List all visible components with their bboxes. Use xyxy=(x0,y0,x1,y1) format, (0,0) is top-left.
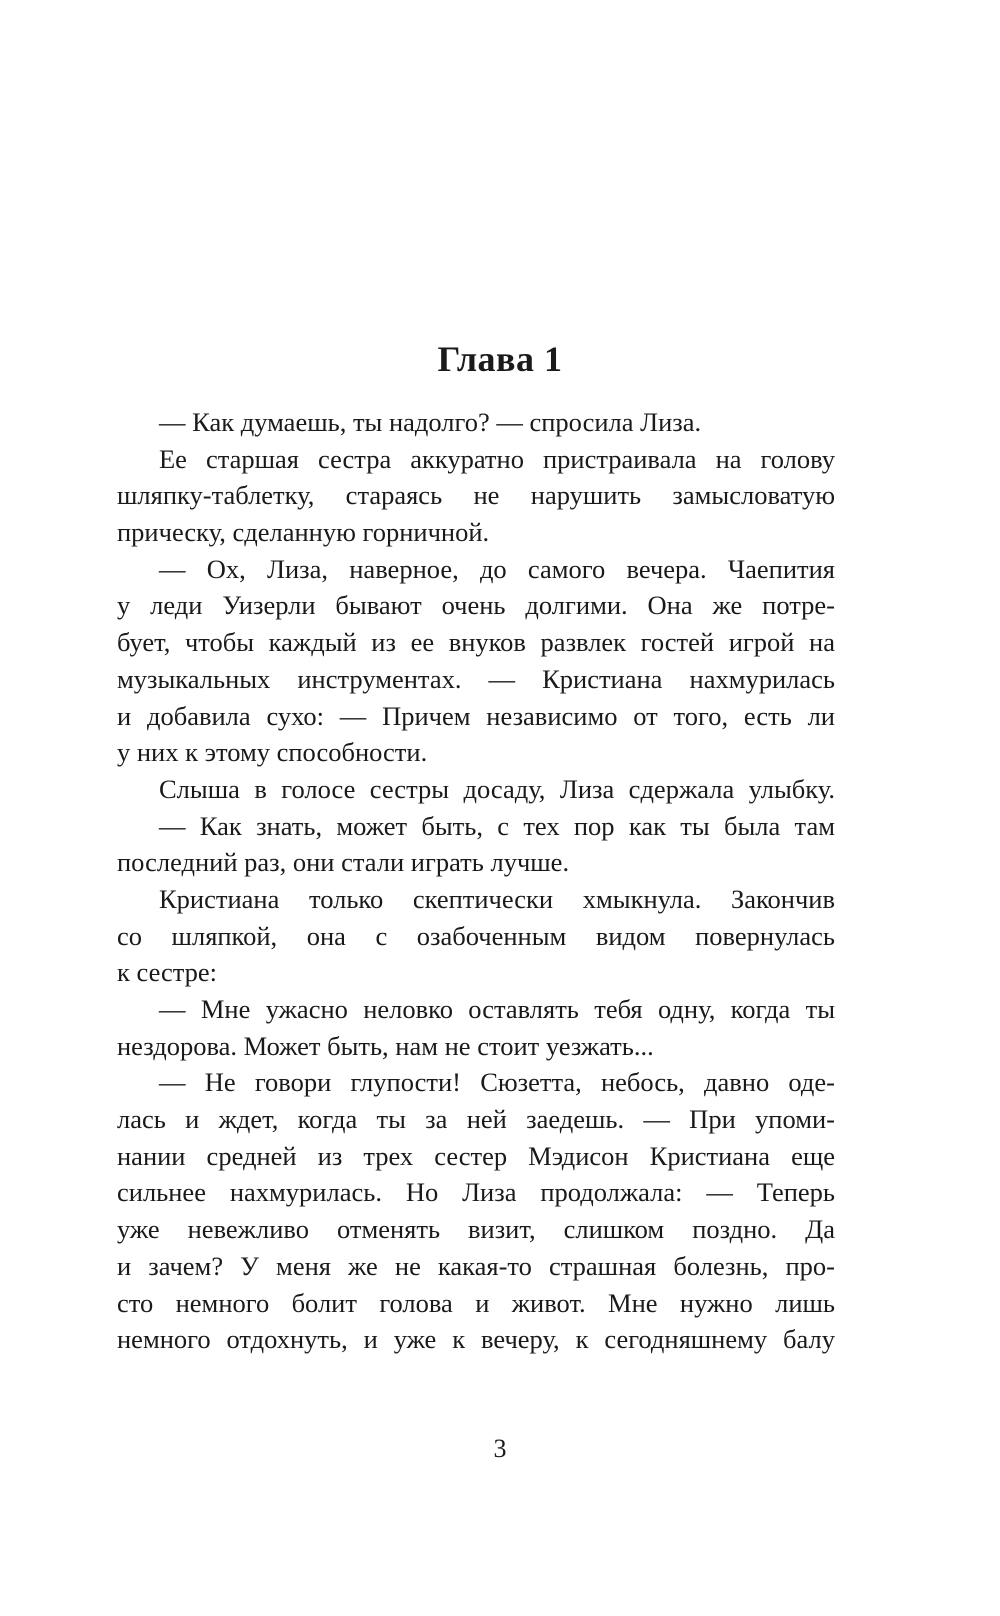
text-line: лась и ждет, когда ты за ней заедешь. — При упоми- xyxy=(117,1104,835,1135)
text-line: сильнее нахмурилась. Но Лиза продолжала: — Теперь xyxy=(117,1177,835,1208)
text-line: со шляпкой, она с озабоченным видом повернулась xyxy=(117,920,835,951)
text-line: нании средней из трех сестер Мэдисон Кристиана еще xyxy=(117,1140,835,1171)
text-line: сто немного болит голова и живот. Мне нужно лишь xyxy=(117,1287,835,1318)
text-line: Кристиана только скептически хмыкнула. Закончив xyxy=(159,883,835,914)
text-line: музыкальных инструментах. — Кристиана нахмурилась xyxy=(117,663,835,694)
text-line: у леди Уизерли бывают очень долгими. Она же потре- xyxy=(117,590,835,621)
text-line: — Не говори глупости! Сюзетта, небось, давно оде- xyxy=(159,1067,835,1098)
text-line: прическу, сделанную горничной. xyxy=(117,517,490,548)
body-text xyxy=(117,404,835,1358)
text-line: Слыша в голосе сестры досаду, Лиза сдержала улыбку. xyxy=(159,773,835,804)
text-line: уже невежливо отменять визит, слишком поздно. Да xyxy=(117,1214,835,1245)
text-line: шляпку-таблетку, стараясь не нарушить замысловатую xyxy=(117,480,835,511)
text-line: бует, чтобы каждый из ее внуков развлек гостей игрой на xyxy=(117,627,835,658)
page-number: 3 xyxy=(493,1434,507,1463)
text-line: и зачем? У меня же не какая-то страшная болезнь, про- xyxy=(117,1250,835,1281)
text-line: — Как думаешь, ты надолго? — спросила Лиза. xyxy=(159,407,702,437)
text-line: — Как знать, может быть, с тех пор как ты была там xyxy=(159,810,835,841)
chapter-title: Глава 1 xyxy=(437,339,563,379)
text-line: нездорова. Может быть, нам не стоит уезжать... xyxy=(117,1030,654,1061)
text-line: — Мне ужасно неловко оставлять тебя одну, когда ты xyxy=(159,994,835,1024)
text-line: — Ох, Лиза, наверное, до самого вечера. Чаепития xyxy=(159,553,835,584)
text-line: немного отдохнуть, и уже к вечеру, к сегодняшнему балу xyxy=(117,1324,835,1355)
text-line: Ее старшая сестра аккуратно пристраивала на голову xyxy=(159,443,835,474)
text-line: и добавила сухо: — Причем независимо от того, есть ли xyxy=(117,700,835,731)
text-line: к сестре: xyxy=(117,957,218,988)
text-line: у них к этому способности. xyxy=(117,737,428,768)
text-line: последний раз, они стали играть лучше. xyxy=(117,847,570,878)
